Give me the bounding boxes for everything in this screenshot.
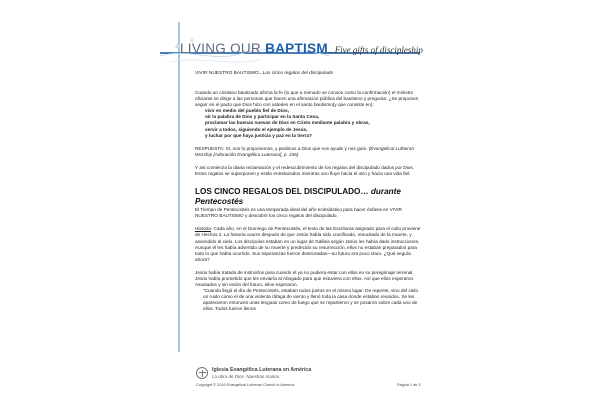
footer-tagline: La obra de Dios. Nuestras manos. — [212, 374, 281, 379]
elca-cross-logo-icon — [196, 367, 208, 379]
historia-text: : Cada año, en el Domingo de Pentecostés, el texto de las Escrituras asignado para el culto proviene de Hechos 2. La historia ocurre después de que Jesús había sido crucificado, resucitado de la muerte, y ascendido al cielo. Los discípulos estaban en un lugar de Galilea según Jesús les había dado instrucciones. Aunque él les había advertido de su muerte y predecido su resurrección, ellos no estaban preparados para todo lo que había ocurrido. Sus esperanzas fueron destrozadas—su futuro era poco claro. ¿Qué seguía ahora? — [195, 226, 421, 262]
verse-line: vivir en medio del pueblo fiel de Dios, — [205, 108, 289, 114]
cross-vertical-decoration — [178, 22, 180, 352]
banner-title-strong: BAPTISM — [265, 41, 328, 56]
section-heading-text: LOS CINCO REGALOS DEL DISCIPULADO… — [195, 187, 371, 197]
response-paragraph — [195, 146, 421, 158]
banner-title-pre: LIVING OUR — [180, 41, 266, 56]
banner-title — [180, 41, 423, 56]
subhead-strong: BAUTISMO — [233, 71, 259, 76]
instruction-paragraph: Jesús había tratado de instruirlos para cuando él ya no pudiera estar con ellos en su peregrinaje terrenal. Jesús había prometido que les enviaría al Abogado para que estuviera con ellos. Así que ellos esperaron. Asustados y sin visión del futuro, ellos esperaron. — [195, 269, 415, 288]
subhead-lead: VIVIR NUESTRO — [195, 71, 234, 76]
verse-line: y luchar por que haya justicia y paz en la tierra? — [205, 132, 312, 138]
footer-copyright: Copyright © 2016 Evangelical Lutheran Church in America — [196, 383, 295, 387]
footer-organization: Iglesia Evangélica Luterana en América — [212, 367, 312, 373]
historia-paragraph — [195, 226, 421, 263]
intro-paragraph: Cuando un cristiano bautizado afirma la fe (lo que a menudo se conoce como la confirmación) el ministro oficiante se dirige a las personas que hacen una afirmación pública del bautismo y pregunta: ¿Se proponen seguir en el pacto que Dios hizo con ustedes en el santo bautismo{y que consiste en}: — [195, 90, 419, 108]
reclamation-paragraph: Y así comienza la diaria reclamación y el redescubrimiento de los regalos del discipulado dados por Dios. Estos regalos se superponen y están entrelazados mientras uno fluye hacia el otro y hacia una vida fiel. — [195, 164, 415, 177]
response-text: RESPUESTA: Sí, nos lo proponemos, y pedimos a Dios que nos ayude y nos guíe. — [195, 145, 368, 151]
section-heading — [195, 187, 421, 207]
verse-line: oír la palabra de Dios y participar en la Santa Cena, — [205, 114, 320, 120]
response-citation: (Evangelical Lutheran Worship [Adoración Evangélica Luterana], p. 236) — [195, 145, 415, 157]
banner-subtitle: ...Five gifts of discipleship — [327, 45, 423, 55]
scripture-quote: "Cuando llegó el día de Pentecostés, estaban todos juntos en el mismo lugar. De repente, vino del cielo un ruido como el de una violenta ráfaga de viento y llenó toda la casa donde estaban reunidos. Se les aparecieron entonces unas lenguas como de fuego que se repartieron y se posaron sobre cada uno de ellos. Todos fueron llenos — [203, 288, 419, 312]
page-number: Página 1 de 3 — [397, 383, 421, 387]
verse-line: proclamar las buenas nuevas de Dios en Cristo mediante palabra y obras, — [205, 120, 370, 126]
section-heading-italic: durante Pentecostés — [195, 187, 401, 207]
subhead-rest: ...Los cinco regalos del discipulado — [258, 71, 334, 76]
pentecost-intro-paragraph: El Tiempo de Pentecostés es una temporada ideal del año eclesiástico para hacer énfasis en VIVIR NUESTRO BAUTISMO y descubrir los cinco regalos del discipulado. — [195, 207, 402, 219]
document-body — [195, 90, 421, 313]
verse-line: servir a todos, siguiendo el ejemplo de Jesús, — [205, 126, 308, 132]
page-subheading — [195, 71, 333, 76]
affirmation-verses — [195, 108, 421, 138]
historia-label: Historia — [195, 226, 211, 232]
